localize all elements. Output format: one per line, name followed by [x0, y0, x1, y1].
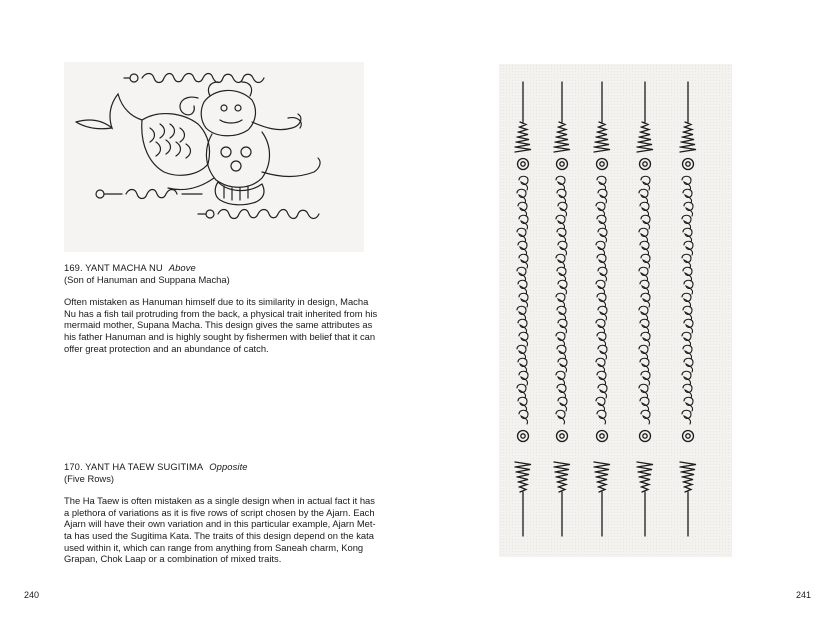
script-row [637, 82, 653, 536]
caption-subtitle: (Son of Hanuman and Suppana Macha) [64, 273, 230, 285]
script-row [680, 82, 696, 536]
caption-title-text: 170. YANT HA TAEW SUGITIMA [64, 461, 204, 472]
caption-body: The Ha Taew is often mistaken as a single design when in actual fact it has a plethora of variations as it is five rows of script chosen by the Ajarn. Each Ajarn will have their own variation and in this particular example, Ajarn Met-ta has used the Sugitima Kata. The traits of this design depend on the kata used within it, which can range from anything from Saneah charm, Kong Grapan, Chok Laap or a combination of mixed traits. [64, 495, 376, 565]
caption-subtitle: (Five Rows) [64, 472, 115, 484]
caption-title [64, 262, 382, 274]
yant-macha-nu-illustration [64, 62, 364, 252]
caption-body: Often mistaken as Hanuman himself due to its similarity in design, Macha Nu has a fish tail protruding from the back, a physical trait inherited from his mermaid mother, Supana Macha. This design gives the same attributes as his father Hanuman and is highly sought by fishermen with belief that it can offer great protection and an abundance of catch. [64, 296, 378, 354]
script-row [554, 82, 570, 536]
caption-reference: Above [168, 262, 196, 273]
page-number-right: 241 [796, 590, 812, 600]
script-row [594, 82, 610, 536]
caption-title [64, 461, 382, 473]
caption-yant-ha-taew [64, 461, 382, 565]
page-number-left: 240 [24, 590, 40, 600]
caption-reference: Opposite [209, 461, 248, 472]
script-row [515, 82, 531, 536]
yant-ha-taew-artwork [499, 64, 732, 557]
caption-yant-macha-nu [64, 262, 382, 354]
caption-title-text: 169. YANT MACHA NU [64, 262, 163, 273]
